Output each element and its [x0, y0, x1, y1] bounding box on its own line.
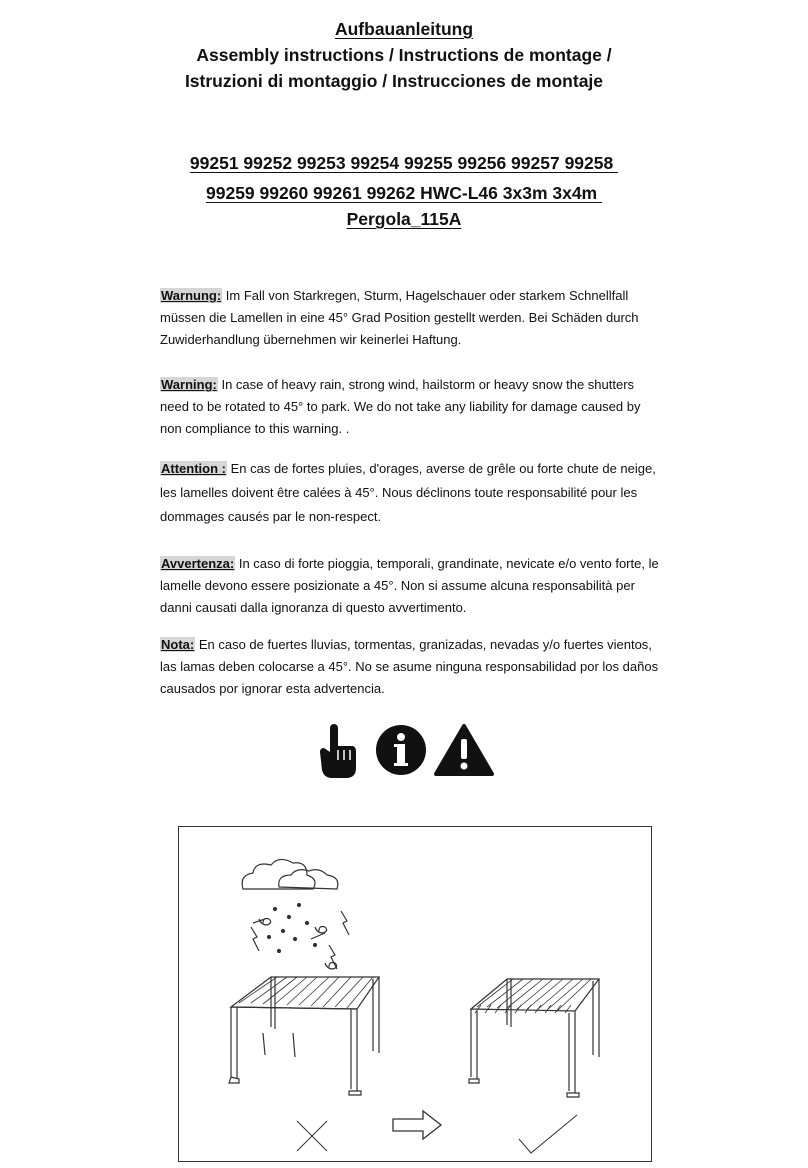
- product-codes-1: [0, 150, 808, 176]
- doc-title: [0, 16, 808, 42]
- warning-en: [160, 374, 660, 440]
- pointing-hand-icon: [320, 724, 356, 778]
- model-name: [0, 206, 808, 232]
- title-it-es: Istruzioni di montaggio / Instrucciones de montaje: [184, 71, 604, 91]
- model-label: Pergola_115A: [346, 209, 462, 229]
- storm-cloud-icon: [242, 859, 349, 969]
- icon-row: [318, 722, 498, 782]
- warning-triangle-icon: [436, 726, 492, 774]
- pergola-open-correct: [469, 979, 599, 1153]
- doc-subtitle: [0, 42, 808, 68]
- title-de: Aufbauanleitung: [334, 19, 474, 39]
- warning-es-label: Nota:: [161, 637, 195, 652]
- info-icon: [376, 725, 426, 775]
- arrow-right-icon: [393, 1111, 441, 1139]
- warning-es: [160, 634, 660, 700]
- warning-es-text: En caso de fuertes lluvias, tormentas, granizadas, nevadas y/o fuertes vientos, las lamas deben colocarse a 45°. No se asume ninguna responsabilidad por los daños causados por ignorar esta advertencia.: [160, 637, 659, 696]
- illustration-panel: [178, 826, 652, 1162]
- warning-it: [160, 553, 660, 619]
- warning-it-label: Avvertenza:: [161, 556, 235, 571]
- pergola-closed-wrong: [229, 977, 379, 1151]
- title-en-fr: Assembly instructions / Instructions de montage /: [196, 45, 612, 65]
- warning-en-text: In case of heavy rain, strong wind, hailstorm or heavy snow the shutters need to be rotated to 45° to park. We do not take any liability for damage caused by non compliance to this warning. .: [160, 377, 641, 436]
- warning-fr-label: Attention :: [161, 461, 226, 476]
- warning-it-text: In caso di forte pioggia, temporali, grandinate, nevicate e/o vento forte, le lamelle devono essere posizionate a 45°. Non si assume alcuna responsabilità per danni causati dalla ignoranza di questo avvertimento.: [160, 556, 659, 615]
- warning-en-label: Warning:: [161, 377, 217, 392]
- codes-line-1: 99251 99252 99253 99254 99255 99256 99257 99258: [189, 153, 619, 173]
- warning-fr: [160, 457, 660, 529]
- product-codes-2: [0, 180, 808, 206]
- doc-subtitle-2: [0, 68, 808, 94]
- warning-fr-text: En cas de fortes pluies, d'orages, averse de grêle ou forte chute de neige, les lamelles doivent être calées à 45°. Nous déclinons toute responsabilité pour les dommages causés par le non-respect.: [160, 461, 656, 524]
- codes-line-2: 99259 99260 99261 99262 HWC-L46 3x3m 3x4m: [206, 183, 602, 203]
- warning-de-label: Warnung:: [161, 288, 222, 303]
- warning-de-text: Im Fall von Starkregen, Sturm, Hagelschauer oder starkem Schnellfall müssen die Lamellen in eine 45° Grad Position gestellt werden. Bei Schäden durch Zuwiderhandlung übernehmen wir keinerlei Haftung.: [160, 288, 639, 347]
- warning-de: [160, 285, 660, 351]
